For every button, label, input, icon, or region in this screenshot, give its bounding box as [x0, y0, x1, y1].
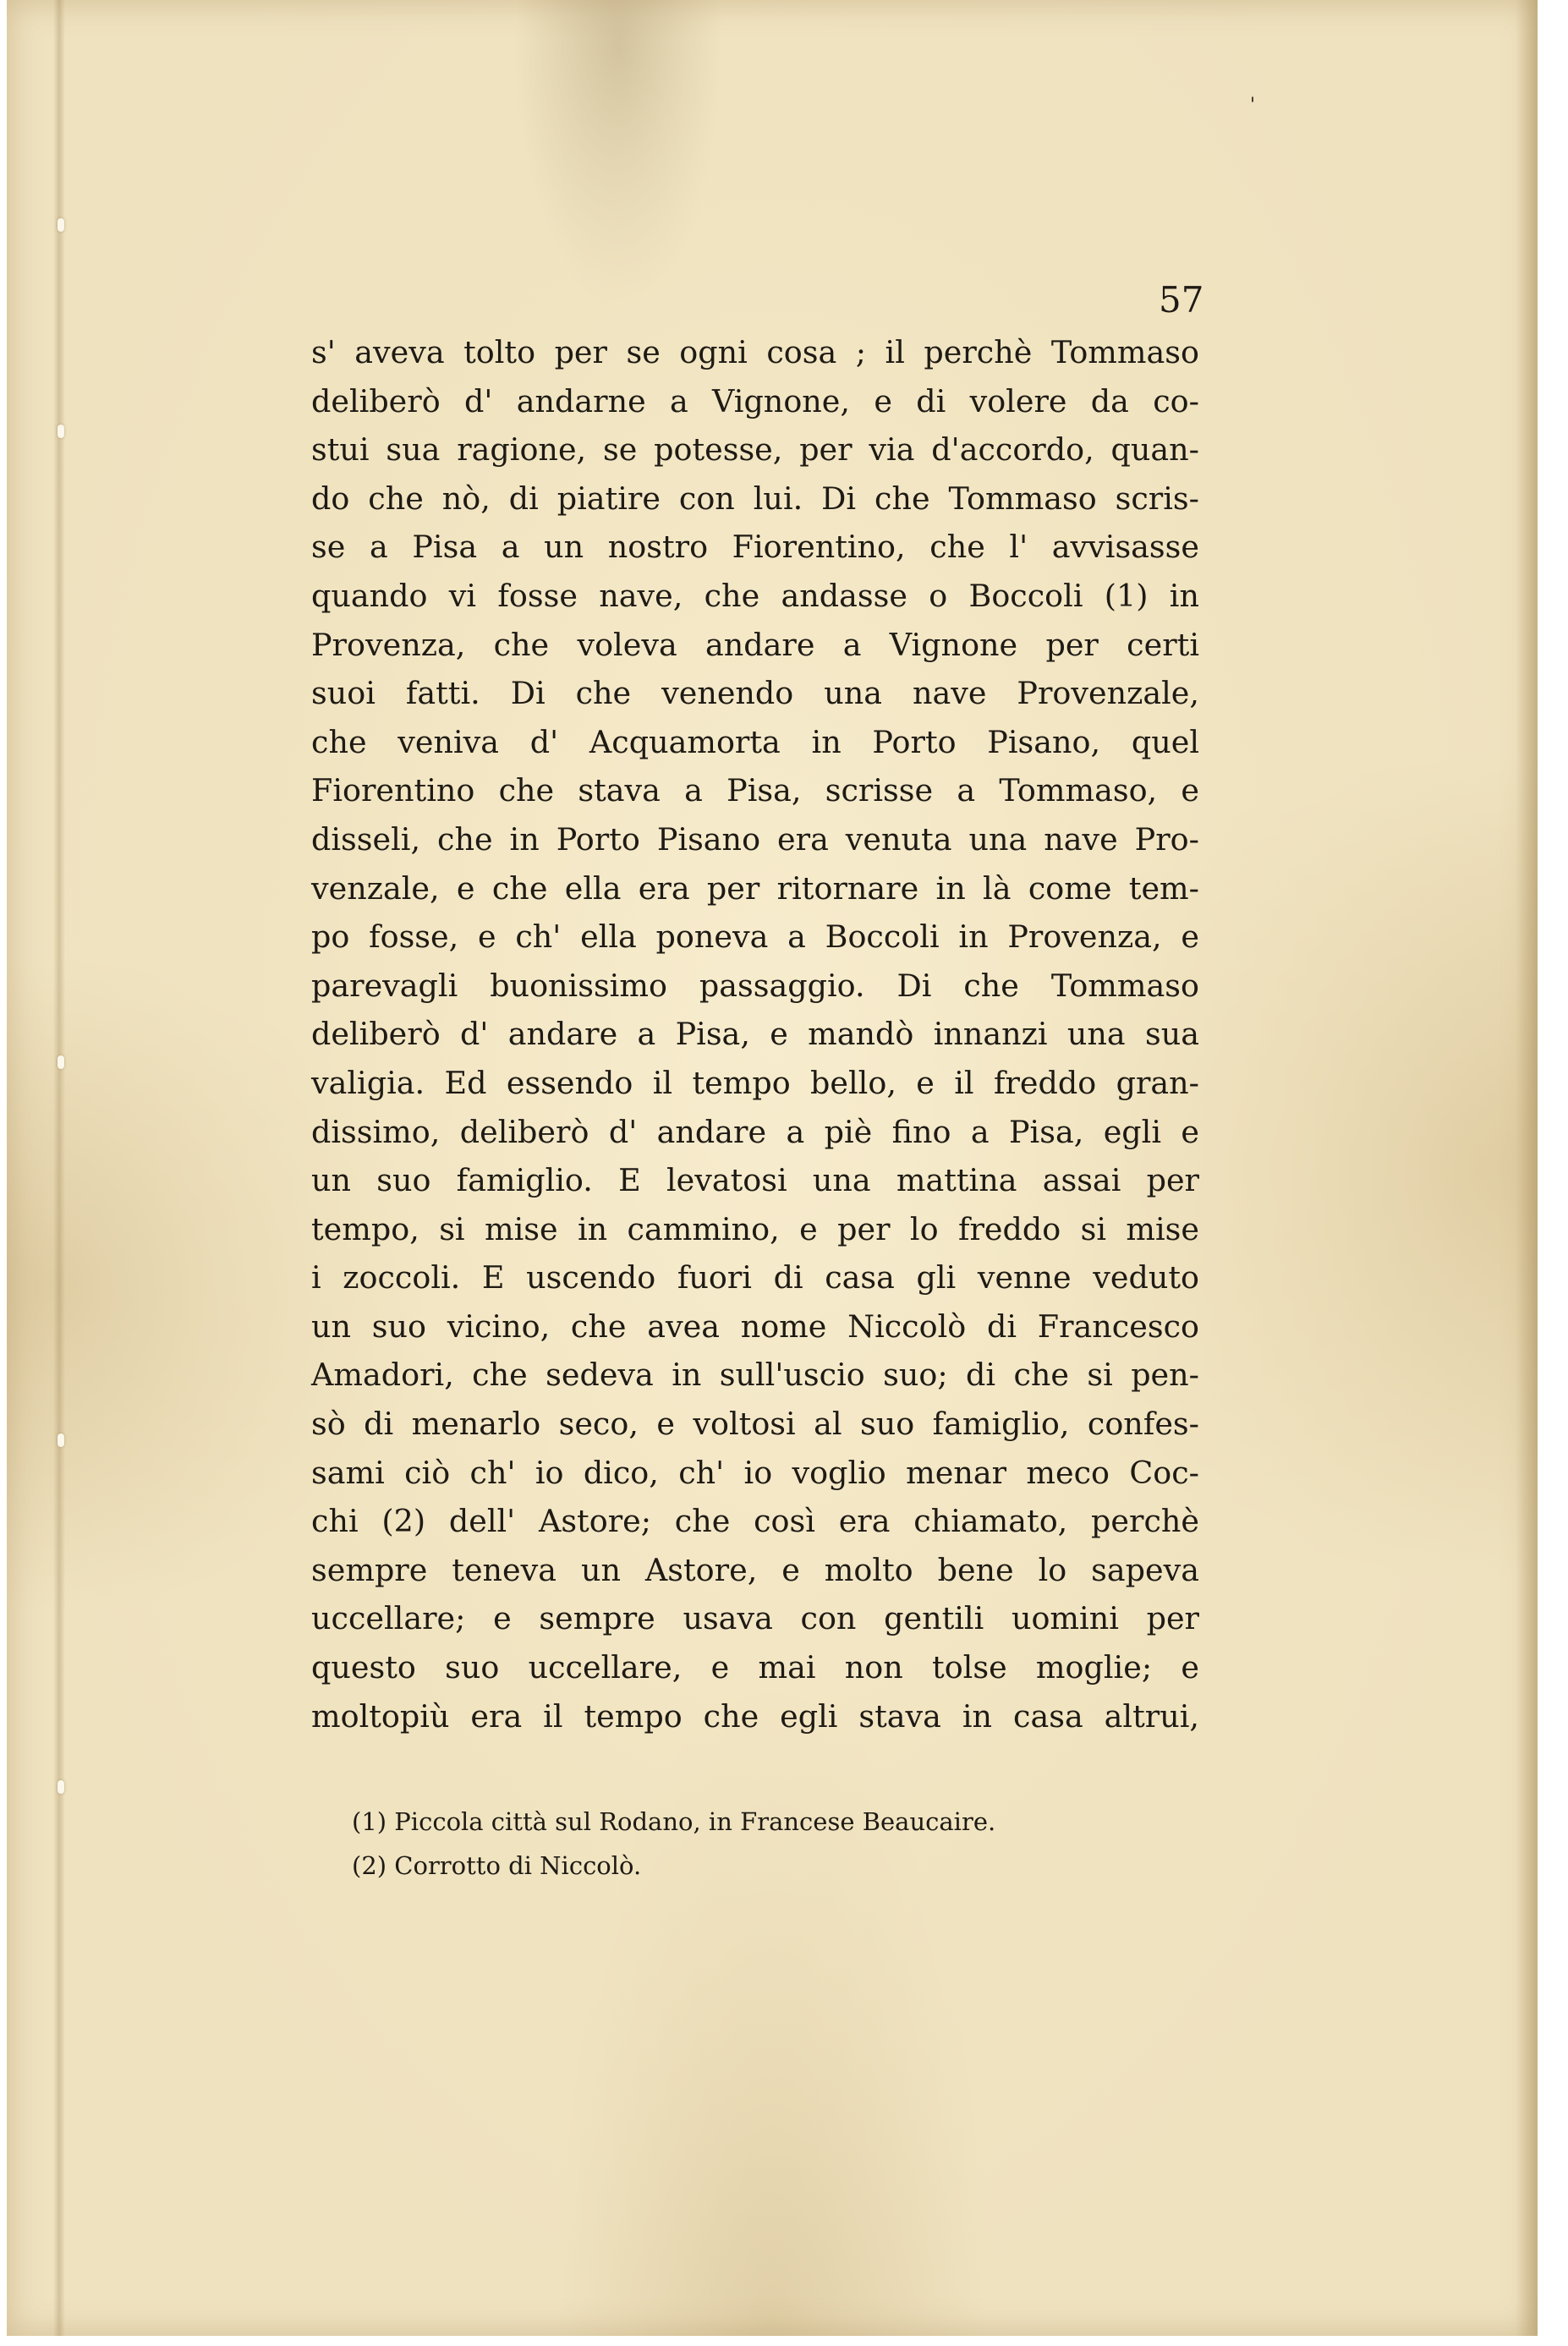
footnote: (2) Corrotto di Niccolò.: [352, 1851, 642, 1880]
text-line: i zoccoli. E uscendo fuori di casa gli venne veduto: [311, 1259, 1199, 1296]
text-line: suoi fatti. Di che venendo una nave Provenzale,: [311, 675, 1199, 712]
stitch-hole: [58, 425, 64, 438]
text-line: un suo vicino, che avea nome Niccolò di Francesco: [311, 1307, 1199, 1345]
text-line: moltopiù era il tempo che egli stava in casa altrui,: [311, 1697, 1199, 1735]
text-line: Provenza, che voleva andare a Vignone per certi: [311, 626, 1199, 663]
text-line: un suo famiglio. E levatosi una mattina assai per: [311, 1162, 1199, 1199]
text-line: deliberò d' andare a Pisa, e mandò innanzi una sua: [311, 1016, 1199, 1053]
stitch-hole: [58, 1780, 64, 1794]
body-text: [311, 328, 1199, 1740]
footnote: (1) Piccola città sul Rodano, in Francese Beaucaire.: [352, 1807, 996, 1836]
page-edge-shadow: [1516, 0, 1538, 2336]
stitch-hole: [58, 1433, 64, 1447]
text-line: parevagli buonissimo passaggio. Di che Tommaso: [311, 967, 1199, 1004]
text-line: se a Pisa a un nostro Fiorentino, che l' avvisasse: [311, 529, 1199, 566]
binding-edge: [53, 0, 65, 2336]
text-line: po fosse, e ch' ella poneva a Boccoli in Provenza, e: [311, 918, 1199, 956]
top-mark: ': [1250, 95, 1256, 116]
text-line: tempo, si mise in cammino, e per lo freddo si mise: [311, 1210, 1199, 1247]
text-line: deliberò d' andarne a Vignone, e di volere da co-: [311, 382, 1199, 419]
page-number: 57: [1159, 279, 1204, 321]
text-line: valigia. Ed essendo il tempo bello, e il freddo gran-: [311, 1064, 1199, 1101]
text-line: stui sua ragione, se potesse, per via d'accordo, quan-: [311, 431, 1199, 469]
text-line: quando vi fosse nave, che andasse o Boccoli (1) in: [311, 577, 1199, 614]
text-line: disseli, che in Porto Pisano era venuta una nave Pro-: [311, 820, 1199, 858]
text-line: uccellare; e sempre usava con gentili uomini per: [311, 1600, 1199, 1637]
text-line: venzale, e che ella era per ritornare in là come tem-: [311, 869, 1199, 907]
text-line: Fiorentino che stava a Pisa, scrisse a Tommaso, e: [311, 772, 1199, 809]
text-line: sò di menarlo seco, e voltosi al suo famiglio, confes-: [311, 1406, 1199, 1443]
footnotes: [352, 1800, 995, 1888]
text-line: che veniva d' Acquamorta in Porto Pisano, quel: [311, 723, 1199, 760]
text-line: s' aveva tolto per se ogni cosa ; il perchè Tommaso: [311, 334, 1199, 370]
text-line: questo suo uccellare, e mai non tolse moglie; e: [311, 1649, 1199, 1686]
text-line: dissimo, deliberò d' andare a piè fino a Pisa, egli e: [311, 1113, 1199, 1150]
text-line: do che nò, di piatire con lui. Di che Tommaso scris-: [311, 480, 1199, 517]
stitch-hole: [58, 218, 64, 232]
stitch-hole: [58, 1055, 64, 1069]
text-line: Amadori, che sedeva in sull'uscio suo; di che si pen-: [311, 1357, 1199, 1394]
book-page: [7, 0, 1538, 2336]
text-line: sami ciò ch' io dico, ch' io voglio menar meco Coc-: [311, 1454, 1199, 1491]
text-line: sempre teneva un Astore, e molto bene lo sapeva: [311, 1551, 1199, 1588]
text-line: chi (2) dell' Astore; che così era chiamato, perchè: [311, 1503, 1199, 1540]
